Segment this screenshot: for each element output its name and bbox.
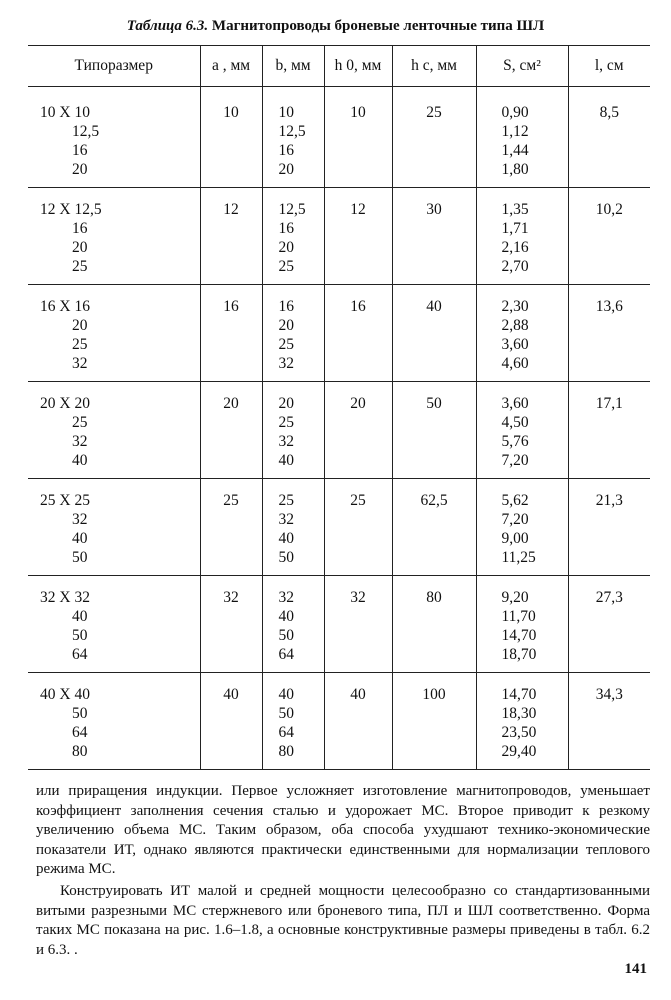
size-value: 40 bbox=[72, 608, 88, 625]
s-value: 2,70 bbox=[501, 258, 529, 275]
b-value: 40 bbox=[278, 686, 294, 703]
cell-b bbox=[262, 285, 324, 382]
b-value: 40 bbox=[278, 452, 294, 469]
cell-l bbox=[568, 576, 650, 673]
hc-value: 25 bbox=[426, 104, 442, 121]
s-value: 2,88 bbox=[501, 317, 529, 334]
b-value: 64 bbox=[278, 646, 294, 663]
size-value: 16 X 16 bbox=[40, 298, 90, 315]
size-value: 16 bbox=[72, 142, 88, 159]
size-value: 32 bbox=[72, 355, 88, 372]
s-value: 1,12 bbox=[501, 123, 529, 140]
b-value: 32 bbox=[278, 355, 294, 372]
b-value: 32 bbox=[278, 589, 294, 606]
s-value: 3,60 bbox=[501, 395, 529, 412]
size-value: 32 bbox=[72, 511, 88, 528]
header-type: Типоразмер bbox=[28, 46, 200, 87]
size-value: 25 bbox=[72, 258, 88, 275]
cell-b bbox=[262, 576, 324, 673]
h0-value: 16 bbox=[350, 298, 366, 315]
s-value: 23,50 bbox=[501, 724, 537, 741]
b-value: 12,5 bbox=[278, 123, 306, 140]
l-value: 34,3 bbox=[595, 686, 623, 703]
b-value: 40 bbox=[278, 608, 294, 625]
b-value: 16 bbox=[278, 220, 294, 237]
body-text bbox=[36, 782, 650, 960]
s-value: 2,16 bbox=[501, 239, 529, 256]
cell-s bbox=[476, 673, 568, 770]
b-value: 25 bbox=[278, 336, 294, 353]
size-value: 50 bbox=[72, 549, 88, 566]
b-value: 80 bbox=[278, 743, 294, 760]
cell-a bbox=[200, 285, 262, 382]
cell-l bbox=[568, 285, 650, 382]
s-value: 1,80 bbox=[501, 161, 529, 178]
table-row bbox=[28, 673, 650, 770]
cell-s bbox=[476, 576, 568, 673]
s-value: 29,40 bbox=[501, 743, 537, 760]
cell-sizes bbox=[28, 673, 200, 770]
a-value: 10 bbox=[223, 104, 239, 121]
cell-hc bbox=[392, 479, 476, 576]
s-value: 4,60 bbox=[501, 355, 529, 372]
b-value: 25 bbox=[278, 414, 294, 431]
a-value: 20 bbox=[223, 395, 239, 412]
size-value: 16 bbox=[72, 220, 88, 237]
size-value: 32 bbox=[72, 433, 88, 450]
s-value: 3,60 bbox=[501, 336, 529, 353]
size-value: 20 bbox=[72, 239, 88, 256]
cell-hc bbox=[392, 576, 476, 673]
cell-a bbox=[200, 382, 262, 479]
table-body bbox=[28, 87, 650, 770]
l-value: 13,6 bbox=[595, 298, 623, 315]
cell-sizes bbox=[28, 576, 200, 673]
cell-s bbox=[476, 188, 568, 285]
s-value: 1,71 bbox=[501, 220, 529, 237]
b-value: 20 bbox=[278, 395, 294, 412]
table-header-row bbox=[28, 46, 650, 87]
s-value: 18,70 bbox=[501, 646, 537, 663]
size-value: 25 bbox=[72, 414, 88, 431]
s-value: 0,90 bbox=[501, 104, 529, 121]
l-value: 17,1 bbox=[595, 395, 623, 412]
cell-sizes bbox=[28, 285, 200, 382]
paragraph-2: Конструировать ИТ малой и средней мощности целесообразно со стандартизованными витыми разрезными МС стержневого или броневого типа, ПЛ и ШЛ соответственно. Форма таких МС показана на рис. 1.6–1.8, а основные конструктивные размеры приведены в табл. 6.2 и 6.3. . bbox=[36, 882, 650, 958]
size-value: 50 bbox=[72, 705, 88, 722]
cell-l bbox=[568, 87, 650, 188]
b-value: 50 bbox=[278, 627, 294, 644]
cell-sizes bbox=[28, 479, 200, 576]
table-row bbox=[28, 188, 650, 285]
h0-value: 10 bbox=[350, 104, 366, 121]
h0-value: 20 bbox=[350, 395, 366, 412]
size-value: 50 bbox=[72, 627, 88, 644]
cell-b bbox=[262, 188, 324, 285]
s-value: 11,25 bbox=[501, 549, 536, 566]
cell-a bbox=[200, 673, 262, 770]
hc-value: 40 bbox=[426, 298, 442, 315]
s-value: 9,00 bbox=[501, 530, 529, 547]
b-value: 25 bbox=[278, 492, 294, 509]
cell-hc bbox=[392, 87, 476, 188]
cell-s bbox=[476, 479, 568, 576]
cell-h0 bbox=[324, 479, 392, 576]
header-l: l, см bbox=[568, 46, 650, 87]
h0-value: 32 bbox=[350, 589, 366, 606]
size-value: 40 bbox=[72, 530, 88, 547]
b-value: 10 bbox=[278, 104, 294, 121]
magnetic-cores-table bbox=[28, 45, 650, 770]
h0-value: 12 bbox=[350, 201, 366, 218]
b-value: 16 bbox=[278, 298, 294, 315]
size-value: 64 bbox=[72, 724, 88, 741]
cell-s bbox=[476, 87, 568, 188]
cell-hc bbox=[392, 188, 476, 285]
cell-l bbox=[568, 673, 650, 770]
size-value: 25 bbox=[72, 336, 88, 353]
size-value: 20 X 20 bbox=[40, 395, 90, 412]
table-row bbox=[28, 479, 650, 576]
cell-s bbox=[476, 382, 568, 479]
cell-sizes bbox=[28, 87, 200, 188]
paragraph-1: или приращения индукции. Первое усложняет изготовление магнитопроводов, уменьшает коэффициент заполнения сечения сталью и удорожает МС. Второе приводит к резкому увеличению объема МС. Таким образом, оба способа ухудшают технико-экономические показатели ИТ, однако являются практически единственными для нормализации теплового режима МС. bbox=[36, 783, 650, 878]
a-value: 32 bbox=[223, 589, 239, 606]
b-value: 50 bbox=[278, 549, 294, 566]
header-a: a , мм bbox=[200, 46, 262, 87]
b-value: 20 bbox=[278, 161, 294, 178]
l-value: 8,5 bbox=[599, 104, 619, 121]
a-value: 16 bbox=[223, 298, 239, 315]
size-value: 20 bbox=[72, 161, 88, 178]
a-value: 25 bbox=[223, 492, 239, 509]
h0-value: 40 bbox=[350, 686, 366, 703]
s-value: 18,30 bbox=[501, 705, 537, 722]
l-value: 10,2 bbox=[595, 201, 623, 218]
b-value: 20 bbox=[278, 239, 294, 256]
cell-a bbox=[200, 576, 262, 673]
header-s: S, см² bbox=[476, 46, 568, 87]
cell-s bbox=[476, 285, 568, 382]
b-value: 12,5 bbox=[278, 201, 306, 218]
cell-a bbox=[200, 87, 262, 188]
s-value: 1,44 bbox=[501, 142, 529, 159]
b-value: 16 bbox=[278, 142, 294, 159]
cell-hc bbox=[392, 382, 476, 479]
hc-value: 100 bbox=[422, 686, 446, 703]
caption-text: Магнитопроводы броневые ленточные типа ШЛ bbox=[211, 18, 545, 34]
s-value: 1,35 bbox=[501, 201, 529, 218]
size-value: 20 bbox=[72, 317, 88, 334]
b-value: 20 bbox=[278, 317, 294, 334]
s-value: 5,62 bbox=[501, 492, 529, 509]
table-row bbox=[28, 576, 650, 673]
cell-h0 bbox=[324, 382, 392, 479]
cell-a bbox=[200, 479, 262, 576]
cell-b bbox=[262, 479, 324, 576]
cell-b bbox=[262, 382, 324, 479]
l-value: 21,3 bbox=[595, 492, 623, 509]
b-value: 40 bbox=[278, 530, 294, 547]
size-value: 64 bbox=[72, 646, 88, 663]
header-hc: h c, мм bbox=[392, 46, 476, 87]
cell-hc bbox=[392, 285, 476, 382]
header-h0: h 0, мм bbox=[324, 46, 392, 87]
cell-l bbox=[568, 382, 650, 479]
b-value: 25 bbox=[278, 258, 294, 275]
cell-l bbox=[568, 188, 650, 285]
s-value: 9,20 bbox=[501, 589, 529, 606]
cell-hc bbox=[392, 673, 476, 770]
b-value: 50 bbox=[278, 705, 294, 722]
size-value: 40 X 40 bbox=[40, 686, 90, 703]
cell-sizes bbox=[28, 188, 200, 285]
cell-b bbox=[262, 673, 324, 770]
size-value: 40 bbox=[72, 452, 88, 469]
cell-h0 bbox=[324, 673, 392, 770]
caption-lead: Таблица 6.3. bbox=[126, 18, 209, 34]
table-row bbox=[28, 285, 650, 382]
h0-value: 25 bbox=[350, 492, 366, 509]
s-value: 7,20 bbox=[501, 452, 529, 469]
a-value: 40 bbox=[223, 686, 239, 703]
s-value: 2,30 bbox=[501, 298, 529, 315]
hc-value: 62,5 bbox=[420, 492, 448, 509]
s-value: 14,70 bbox=[501, 627, 537, 644]
table-row bbox=[28, 382, 650, 479]
s-value: 11,70 bbox=[501, 608, 536, 625]
a-value: 12 bbox=[223, 201, 239, 218]
size-value: 25 X 25 bbox=[40, 492, 90, 509]
cell-b bbox=[262, 87, 324, 188]
b-value: 32 bbox=[278, 511, 294, 528]
size-value: 80 bbox=[72, 743, 88, 760]
size-value: 12 X 12,5 bbox=[40, 201, 102, 218]
size-value: 10 X 10 bbox=[40, 104, 90, 121]
cell-l bbox=[568, 479, 650, 576]
size-value: 12,5 bbox=[72, 123, 100, 140]
s-value: 7,20 bbox=[501, 511, 529, 528]
l-value: 27,3 bbox=[595, 589, 623, 606]
cell-h0 bbox=[324, 87, 392, 188]
hc-value: 50 bbox=[426, 395, 442, 412]
table-caption bbox=[0, 18, 671, 35]
hc-value: 30 bbox=[426, 201, 442, 218]
header-b: b, мм bbox=[262, 46, 324, 87]
cell-h0 bbox=[324, 576, 392, 673]
s-value: 14,70 bbox=[501, 686, 537, 703]
size-value: 32 X 32 bbox=[40, 589, 90, 606]
cell-h0 bbox=[324, 188, 392, 285]
hc-value: 80 bbox=[426, 589, 442, 606]
cell-sizes bbox=[28, 382, 200, 479]
b-value: 64 bbox=[278, 724, 294, 741]
page-number: 141 bbox=[624, 961, 647, 977]
s-value: 5,76 bbox=[501, 433, 529, 450]
table-row bbox=[28, 87, 650, 188]
s-value: 4,50 bbox=[501, 414, 529, 431]
b-value: 32 bbox=[278, 433, 294, 450]
cell-a bbox=[200, 188, 262, 285]
cell-h0 bbox=[324, 285, 392, 382]
